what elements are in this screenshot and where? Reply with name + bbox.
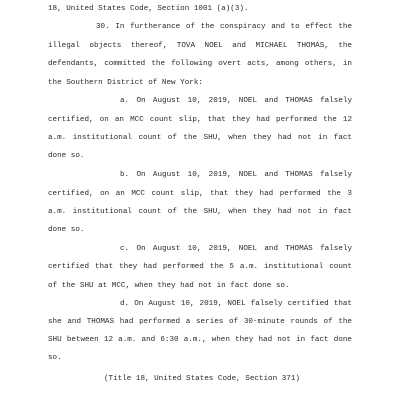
paragraph-30-line-4: the Southern District of New York: xyxy=(48,79,203,87)
overt-act-a-line-2: certified, on an MCC count slip, that they had performed the 12 xyxy=(48,116,352,124)
overt-act-d-line-1: d. On August 10, 2019, NOEL falsely certified that xyxy=(120,300,352,308)
paragraph-30-line-2: illegal objects thereof, TOVA NOEL and MICHAEL THOMAS, the xyxy=(48,42,352,50)
overt-act-c-line-1: c. On August 10, 2019, NOEL and THOMAS falsely xyxy=(120,245,352,253)
paragraph-30-line-3: defendants, committed the following overt acts, among others, in xyxy=(48,60,352,68)
overt-act-d-line-4: so. xyxy=(48,354,62,362)
paragraph-30-line-1: 30. In furtherance of the conspiracy and to effect the xyxy=(96,23,352,31)
overt-act-c-line-3: of the SHU at MCC, when they had not in fact done so. xyxy=(48,282,290,290)
opening-line: 18, United States Code, Section 1001 (a)(3). xyxy=(48,5,249,13)
overt-act-b-line-3: a.m. institutional count of the SHU, when they had not in fact xyxy=(48,208,352,216)
overt-act-a-line-1: a. On August 10, 2019, NOEL and THOMAS falsely xyxy=(120,97,352,105)
overt-act-c-line-2: certified that they had performed the 5 a.m. institutional count xyxy=(48,263,352,271)
statute-citation: (Title 18, United States Code, Section 371) xyxy=(104,375,300,383)
overt-act-a-line-3: a.m. institutional count of the SHU, when they had not in fact xyxy=(48,134,352,142)
overt-act-b-line-4: done so. xyxy=(48,226,85,234)
overt-act-b-line-1: b. On August 10, 2019, NOEL and THOMAS falsely xyxy=(120,171,352,179)
overt-act-b-line-2: certified, on an MCC count slip, that they had performed the 3 xyxy=(48,190,352,198)
overt-act-d-line-3: SHU between 12 a.m. and 6:30 a.m., when they had not in fact done xyxy=(48,336,352,344)
overt-act-d-line-2: she and THOMAS had performed a series of 30-minute rounds of the xyxy=(48,318,352,326)
overt-act-a-line-4: done so. xyxy=(48,152,85,160)
